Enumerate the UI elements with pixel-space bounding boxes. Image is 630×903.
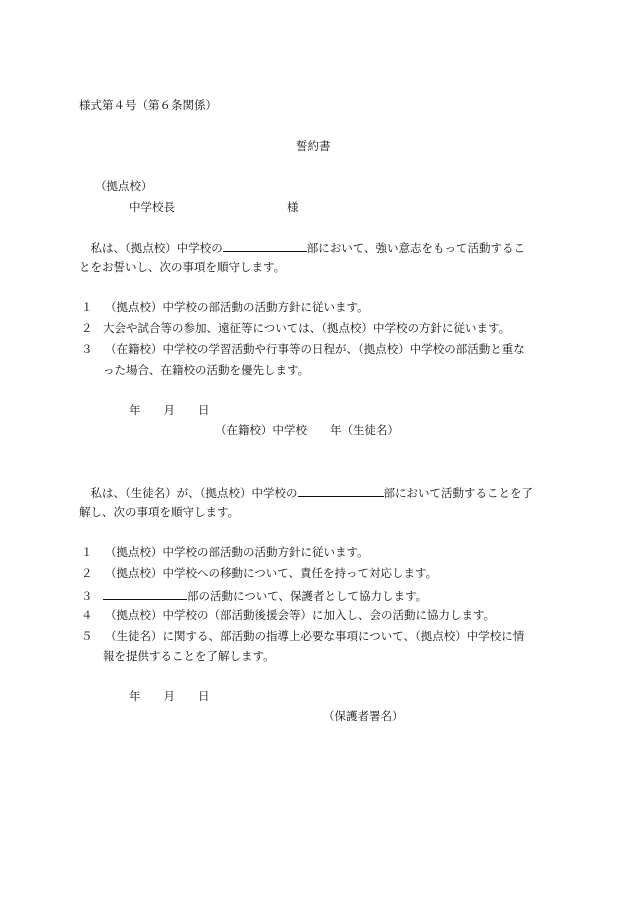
item-text: 大会や試合等の参加、遠征等については、（拠点校）中学校の方針に従います。 (103, 321, 511, 335)
item-text: （拠点校）中学校の部活動の活動方針に従います。 (105, 545, 369, 559)
item-number: ３ (81, 589, 93, 603)
pledge1-intro-a: 私は、（拠点校）中学校の (79, 241, 223, 255)
item-number: ２ (81, 321, 93, 335)
pledge1-intro-line1 (79, 239, 525, 255)
pledge1-item (81, 342, 525, 356)
item-number: １ (81, 300, 93, 314)
document-title: 誓約書 (296, 139, 331, 153)
pledge2-item (81, 587, 427, 603)
item-number: ５ (81, 629, 93, 643)
item-number: ２ (81, 566, 93, 580)
pledge1-intro-b: 部において、強い意志をもって活動するこ (306, 241, 526, 255)
pledge1-item-continuation: った場合、在籍校の活動を優先します。 (103, 363, 310, 377)
item-text: 部の活動について、保護者として協力します。 (187, 589, 428, 603)
item-number: ４ (81, 608, 93, 622)
item-text: （拠点校）中学校への移動について、責任を持って対応します。 (105, 566, 438, 580)
pledge1-item (81, 321, 510, 335)
item-text: （生徒名）に関する、部活動の指導上必要な事項について、（拠点校）中学校に情 (105, 629, 525, 643)
pledge2-item (81, 629, 524, 643)
pledge1-item (81, 300, 369, 314)
pledge2-item (81, 608, 495, 622)
school-placeholder: （拠点校） (95, 179, 153, 193)
pledge1-date: 年 月 日 (129, 403, 210, 417)
item-text: （拠点校）中学校の部活動の活動方針に従います。 (105, 300, 369, 314)
club-name-blank (298, 484, 384, 497)
club-name-blank (223, 239, 307, 252)
principal-label: 中学校長 (129, 200, 175, 214)
pledge2-intro-b: 部において活動することを了 (383, 486, 533, 500)
pledge1-intro-c: とをお誓いし、次の事項を順守します。 (79, 260, 286, 274)
item-text: （拠点校）中学校の（部活動後援会等）に加入し、会の活動に協力します。 (105, 608, 496, 622)
pledge1-signature: （在籍校）中学校 年（生徒名） (215, 423, 399, 437)
pledge2-intro-line1 (79, 484, 533, 500)
form-number: 様式第４号（第６条関係） (79, 98, 217, 112)
pledge2-intro-a: 私は、（生徒名）が、（拠点校）中学校の (79, 486, 298, 500)
pledge2-item (81, 545, 369, 559)
item-number: １ (81, 545, 93, 559)
pledge2-item (81, 566, 437, 580)
pledge2-date: 年 月 日 (129, 689, 210, 703)
item-number: ３ (81, 342, 93, 356)
club-name-blank (103, 587, 187, 600)
honorific: 様 (287, 200, 299, 214)
pledge2-intro-c: 解し、次の事項を順守します。 (79, 505, 240, 519)
item-text: （在籍校）中学校の学習活動や行事等の日程が、（拠点校）中学校の部活動と重な (105, 342, 525, 356)
pledge2-item-continuation: 報を提供することを了解します。 (103, 649, 275, 663)
pledge2-signature: （保護者署名） (323, 709, 404, 723)
